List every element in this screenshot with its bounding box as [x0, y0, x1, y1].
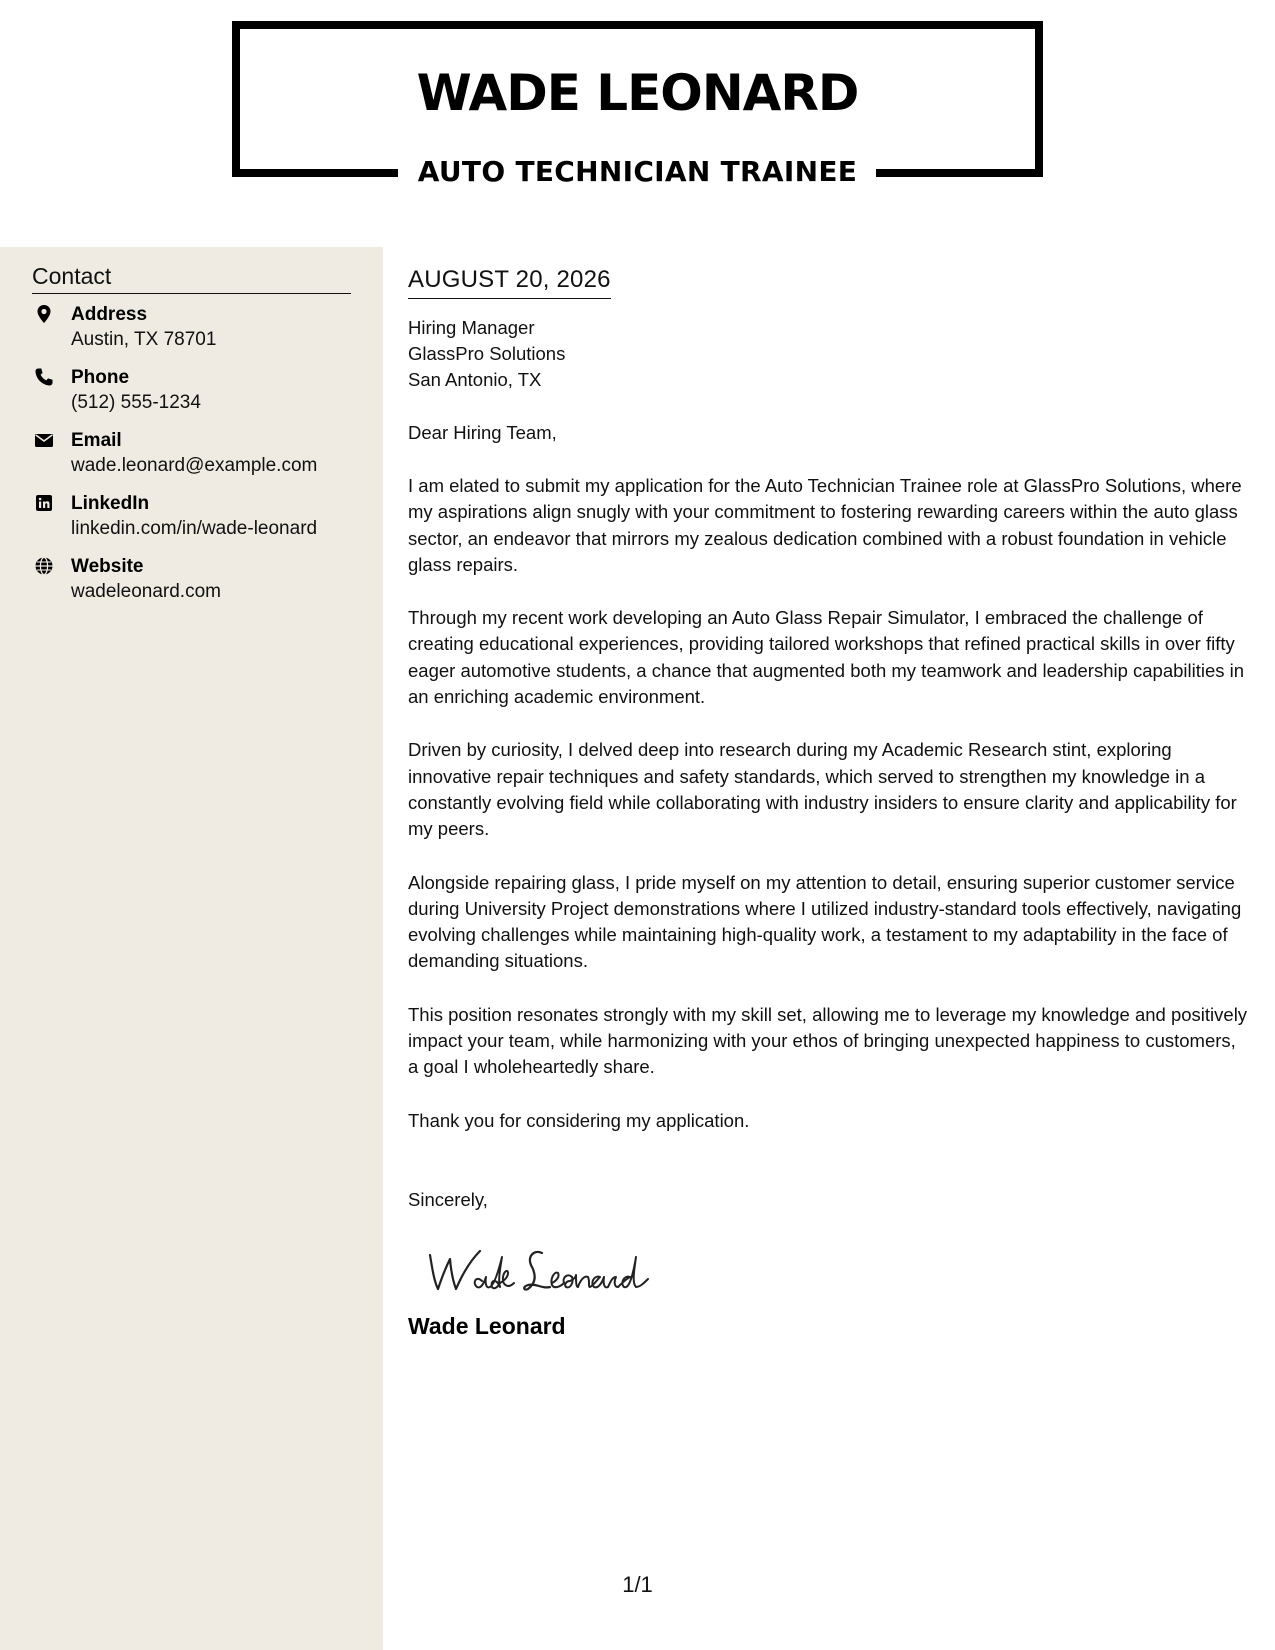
contact-value: Austin, TX 78701: [71, 329, 217, 350]
applicant-name: WADE LEONARD: [416, 64, 859, 122]
letter-paragraph: Alongside repairing glass, I pride myself on my attention to detail, ensuring superior customer service during University Project demonstrations where I utilized industry-standard tools effectively, navigating evolving challenges while maintaining high-quality work, a testament to my adaptability in the face of demanding situations.: [408, 871, 1242, 972]
letter-body: [408, 263, 1248, 1341]
contact-label: Phone: [71, 367, 130, 388]
recipient-line: San Antonio, TX: [408, 369, 542, 390]
contact-item-address: [32, 302, 372, 365]
letter-paragraph: Through my recent work developing an Auto Glass Repair Simulator, I embraced the challenge of creating educational experiences, providing tailored workshops that refined practical skills in over fifty eager automotive students, a chance that augmented both my teamwork and leadership capabilities in an enriching academic environment.: [408, 607, 1245, 708]
recipient-line: Hiring Manager: [408, 317, 535, 338]
contact-value: wadeleonard.com: [71, 581, 221, 602]
letter-date: AUGUST 20, 2026: [408, 263, 611, 299]
contact-label: Address: [71, 304, 148, 325]
closing: Sincerely,: [408, 1188, 488, 1210]
signer-name: Wade Leonard: [408, 1312, 566, 1339]
job-title: AUTO TECHNICIAN TRAINEE: [417, 155, 858, 188]
map-pin-icon: [34, 304, 54, 324]
letter-paragraph: I am elated to submit my application for the Auto Technician Trainee role at GlassPro Solutions, where my aspirations align snugly with your commitment to fostering rewarding careers within the auto glass sector, an endeavor that mirrors my zealous dedication combined with a robust foundation in vehicle glass repairs.: [408, 475, 1242, 575]
contact-item-phone: [32, 365, 372, 428]
letter-paragraph: This position resonates strongly with my skill set, allowing me to leverage my knowledge and positively impact your team, while harmonizing with your ethos of bringing unexpected happiness to customers, a goal I wholeheartedly share.: [408, 1003, 1248, 1078]
contact-value: linkedin.com/in/wade-leonard: [71, 518, 318, 539]
contact-label: Email: [71, 430, 122, 451]
contact-sidebar: [0, 247, 383, 1650]
contact-heading: Contact: [32, 261, 351, 294]
contact-item-linkedin: [32, 491, 372, 554]
envelope-icon: [34, 430, 54, 450]
contact-value: wade.leonard@example.com: [71, 455, 318, 476]
letter-paragraph: Thank you for considering my application.: [408, 1109, 750, 1131]
recipient-block: [408, 315, 1248, 393]
contact-label: LinkedIn: [71, 493, 150, 514]
handwritten-signature: [424, 1237, 1248, 1297]
phone-icon: [34, 367, 54, 387]
recipient-line: GlassPro Solutions: [408, 343, 566, 364]
contact-item-website: [32, 554, 372, 617]
contact-value: (512) 555-1234: [71, 392, 201, 413]
contact-item-email: [32, 428, 372, 491]
salutation: Dear Hiring Team,: [408, 422, 557, 443]
linkedin-icon: [34, 493, 54, 513]
contact-list: [32, 302, 372, 617]
globe-icon: [34, 556, 54, 576]
contact-label: Website: [71, 556, 144, 577]
page-number: 1/1: [622, 1572, 653, 1597]
letter-paragraph: Driven by curiosity, I delved deep into research during my Academic Research stint, exploring innovative repair techniques and safety standards, which served to strengthen my knowledge in a constantly evolving field while collaborating with industry insiders to ensure clarity and applicability for my peers.: [408, 739, 1237, 840]
